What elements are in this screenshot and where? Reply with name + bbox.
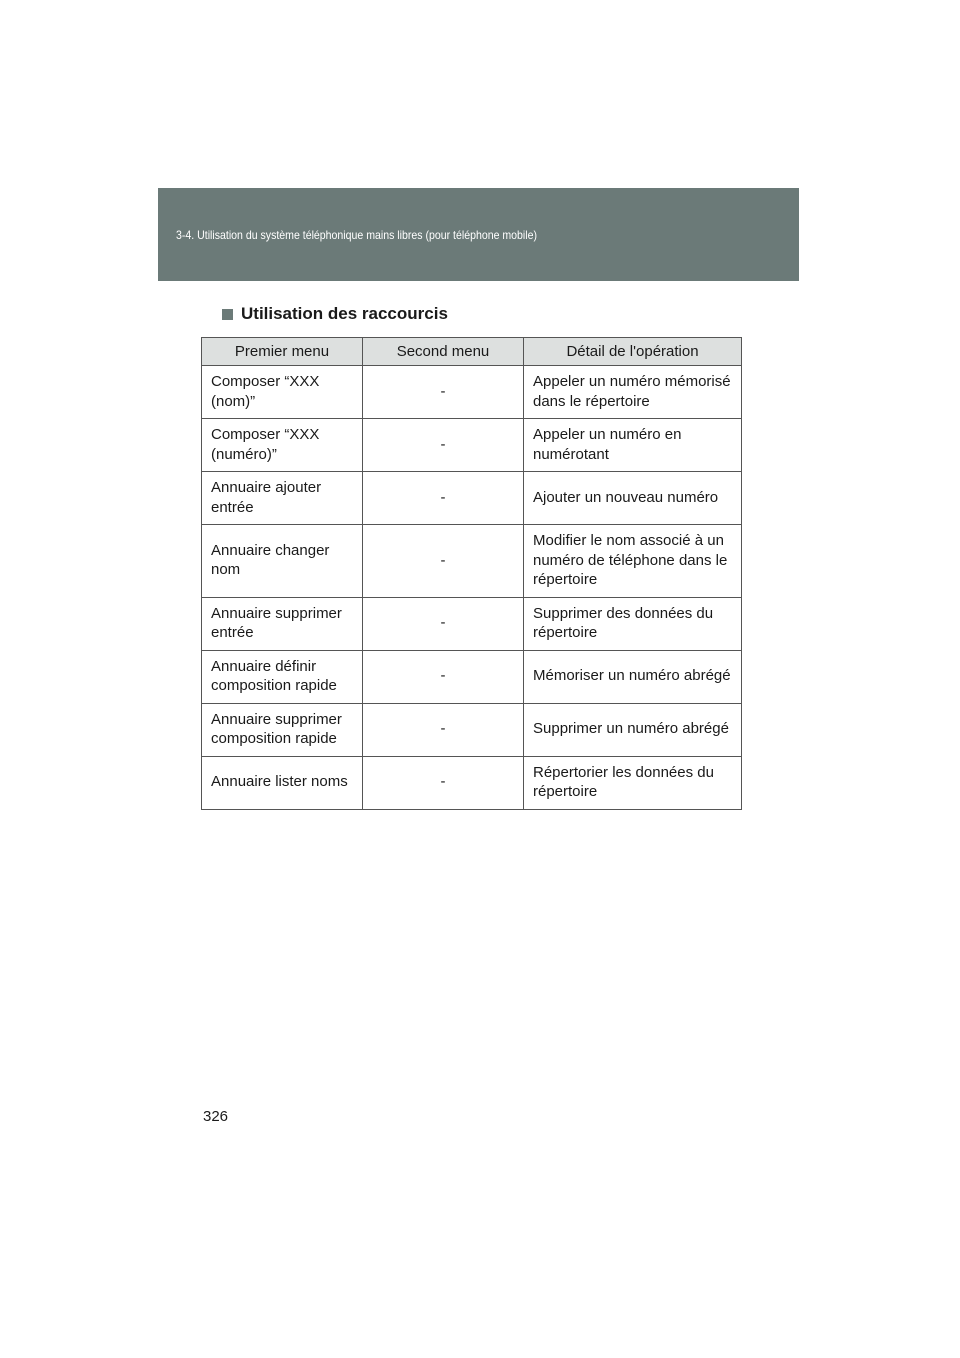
cell-second-menu: - bbox=[363, 525, 524, 598]
table-row bbox=[202, 366, 742, 419]
page-number: 326 bbox=[203, 1108, 229, 1125]
cell-operation-detail: Ajouter un nouveau numéro bbox=[524, 472, 742, 525]
shortcuts-table bbox=[201, 337, 742, 810]
cell-first-menu: Annuaire ajouter entrée bbox=[202, 472, 363, 525]
square-bullet-icon bbox=[222, 309, 233, 320]
cell-second-menu: - bbox=[363, 419, 524, 472]
chapter-breadcrumb: 3-4. Utilisation du système téléphonique mains libres (pour téléphone mobile) bbox=[176, 228, 538, 242]
cell-first-menu: Annuaire définir composition rapide bbox=[202, 650, 363, 703]
cell-first-menu: Annuaire supprimer composition rapide bbox=[202, 703, 363, 756]
cell-operation-detail: Mémoriser un numéro abrégé bbox=[524, 650, 742, 703]
cell-second-menu: - bbox=[363, 366, 524, 419]
cell-operation-detail: Répertorier les données du répertoire bbox=[524, 756, 742, 809]
cell-second-menu: - bbox=[363, 472, 524, 525]
column-header-second-menu: Second menu bbox=[363, 338, 524, 366]
section-title: Utilisation des raccourcis bbox=[241, 304, 448, 323]
chapter-header-band bbox=[158, 188, 799, 281]
cell-first-menu: Annuaire lister noms bbox=[202, 756, 363, 809]
cell-first-menu: Composer “XXX (nom)” bbox=[202, 366, 363, 419]
cell-first-menu: Composer “XXX (numéro)” bbox=[202, 419, 363, 472]
table-row bbox=[202, 650, 742, 703]
table-row bbox=[202, 472, 742, 525]
cell-operation-detail: Supprimer des données du répertoire bbox=[524, 597, 742, 650]
table-row bbox=[202, 525, 742, 598]
cell-second-menu: - bbox=[363, 650, 524, 703]
section-heading bbox=[222, 304, 448, 324]
cell-second-menu: - bbox=[363, 756, 524, 809]
table-row bbox=[202, 419, 742, 472]
table-row bbox=[202, 703, 742, 756]
cell-second-menu: - bbox=[363, 597, 524, 650]
cell-first-menu: Annuaire changer nom bbox=[202, 525, 363, 598]
table-row bbox=[202, 597, 742, 650]
table-row bbox=[202, 756, 742, 809]
cell-operation-detail: Appeler un numéro mémorisé dans le répertoire bbox=[524, 366, 742, 419]
cell-operation-detail: Supprimer un numéro abrégé bbox=[524, 703, 742, 756]
cell-first-menu: Annuaire supprimer entrée bbox=[202, 597, 363, 650]
cell-operation-detail: Modifier le nom associé à un numéro de téléphone dans le répertoire bbox=[524, 525, 742, 598]
table-header-row bbox=[202, 338, 742, 366]
cell-operation-detail: Appeler un numéro en numérotant bbox=[524, 419, 742, 472]
cell-second-menu: - bbox=[363, 703, 524, 756]
column-header-operation-detail: Détail de l'opération bbox=[524, 338, 742, 366]
column-header-first-menu: Premier menu bbox=[202, 338, 363, 366]
